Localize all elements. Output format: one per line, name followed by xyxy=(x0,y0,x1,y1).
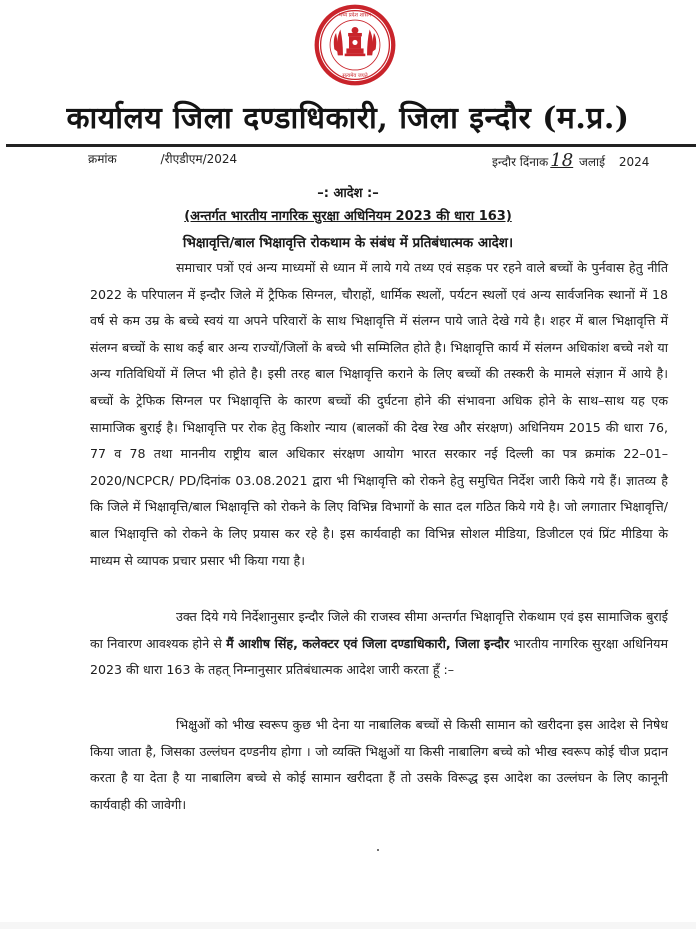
date-month: जलाई xyxy=(579,155,606,169)
order-subject: भिक्षावृत्ति/बाल भिक्षावृत्ति रोकथाम के संबंध में प्रतिबंधात्मक आदेश। xyxy=(182,235,514,251)
office-title: कार्यालय जिला दण्डाधिकारी, जिला इन्दौर (म.प्र.) xyxy=(66,101,630,136)
issuing-authority: मैं आशीष सिंह, कलेक्टर एवं जिला दण्डाधिकारी, जिला इन्दौर xyxy=(226,635,510,651)
order-section-reference: (अन्तर्गत भारतीय नागरिक सुरक्षा अधिनियम 2023 की धारा 163) xyxy=(184,209,512,224)
paragraph-3-text: भिक्षुओं को भीख स्वरूप कुछ भी देना या नाबालिक बच्चों से किसी सामान को खरीदना इस आदेश से निषेध किया जाता है, जिसका उल्लंघन दण्डनीय होगा । जो व्यक्ति भिक्षुओं या किसी नाबालिग बच्चे को भीख स्वरूप कोई चीज प्रदान करता है या देता है या नाबालिग बच्चे से कोई सामान खरीदता हैं तो उसके विरूद्ध इस आदेश का उल्लंघन के लिए कानूनी कार्यवाही की जावेगी। xyxy=(90,717,668,812)
seal-top-text: मध्य प्रदेश शासन xyxy=(339,12,371,19)
place-date xyxy=(492,150,649,171)
mp-government-seal-icon xyxy=(312,2,398,88)
page-bottom-edge xyxy=(0,922,696,929)
place-date-label: इन्दौर दिंनाक xyxy=(492,155,549,169)
paragraph-directive xyxy=(90,604,668,684)
order-heading: –: आदेश :– xyxy=(317,186,379,201)
ref-number: /रीएडीएम/2024 xyxy=(160,152,238,166)
paragraph-prohibition xyxy=(90,712,668,818)
paragraph-2-start: उक्त दिये गये निर्देशानुसार इन्दौर जिले की राजस्व सीमा अन्तर्गत भिक्षावृत्ति रोकथाम एवं इस सामाजिक बुराई का निवारण आवश्यक होने से xyxy=(90,609,668,651)
stray-mark xyxy=(377,849,379,851)
paragraph-1-text: समाचार पत्रों एवं अन्य माध्यमों से ध्यान में लाये गये तथ्य एवं सड़क पर रहने वाले बच्चों के पुर्नवास हेतु नीति 2022 के परिपालन में इन्दौर जिले में ट्रैफिक सिग्नल, चौराहों, धार्मिक स्थलों, पर्यटन स्थलों एवं अन्य सार्वजनिक स्थानों में 18 वर्ष से कम उम्र के बच्चे स्वयं या अपने परिवारों के साथ भिक्षावृत्ति में संलग्न पाये जाते देखे गये है। शहर में बाल भिक्षावृत्ति में संलग्न बच्चों के साथ कई बार अन्य राज्यों/जिलों के बच्चे भी सम्मिलित होते है। भिक्षावृत्ति कार्य में संलग्न अधिकांश बच्चे नशे या अन्य गतिविधियों में लिप्त भी होते है। इसी तरह बाल भिक्षावृत्ति कराने के लिए बच्चों की तस्करी के मामले संज्ञान में आये है। बच्चों के ट्रेफिक सिग्नल पर भिक्षावृत्ति के कारण बच्चों की दुर्घटना होने की संभावना अधिक होने के साथ–साथ यह एक सामाजिक बुराई है। भिक्षावृत्ति पर रोक हेतु किशोर न्याय (बालकों की देख रेख और संरक्षण) अधिनियम 2015 की धारा 76, 77 व 78 तथा माननीय राष्ट्रीय बाल अधिकार संरक्षण आयोग भारत सरकार नई दिल्ली का पत्र क्रमांक 22–01–2020/NCPCR/ PD/दिनांक 03.08.2021 द्वारा भी भिक्षावृत्ति को रोकने हेतु समुचित निर्देश जारी किये गये हैं। ज्ञातव्य है कि जिले में भिक्षावृत्ति/बाल भिक्षावृत्ति को रोकने के लिए विभिन्न विभागों के सात दल गठित किये गये है। जो लगातार भिक्षावृत्ति/बाल भिक्षावृत्ति को रोकने के लिए प्रयास कर रहे है। इस कार्यवाही का विभिन्न सोशल मीडिया, डिजीटल एवं प्रिंट मीडिया के माध्यम से व्यापक प्रचार प्रसार भी किया गया है। xyxy=(90,260,668,568)
date-year: 2024 xyxy=(618,155,650,169)
header-divider xyxy=(6,144,696,147)
ref-label: क्रमांक xyxy=(88,152,117,166)
paragraph-2-end: भारतीय नागरिक सुरक्षा अधिनियम 2023 की धारा 163 के तहत् निम्नानुसार प्रतिबंधात्मक आदेश जारी करता हूँ :– xyxy=(90,635,668,678)
paragraph-background xyxy=(90,255,668,574)
reference-number xyxy=(88,150,237,167)
date-day: 18 xyxy=(550,150,574,171)
seal-bottom-text: सत्यमेव जयते xyxy=(342,72,368,79)
